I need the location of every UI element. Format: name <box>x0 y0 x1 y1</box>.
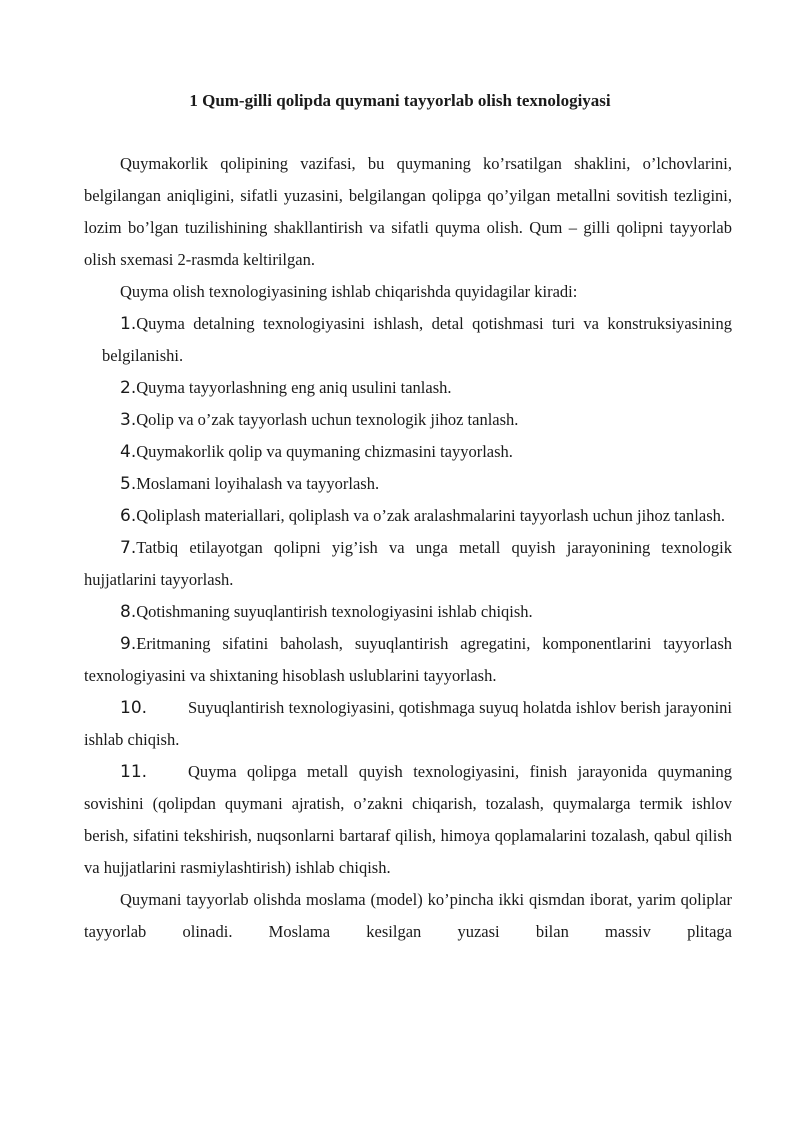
list-item-number: 4. <box>120 442 137 462</box>
list-item-number: 9. <box>120 634 137 654</box>
list-item-text: Quymakorlik qolip va quymaning chizmasini tayyorlash. <box>136 442 513 461</box>
list-item <box>84 404 732 436</box>
list-item <box>84 468 732 500</box>
list-item-number: 8. <box>120 602 137 622</box>
list-item-text: Qoliplash materiallari, qoliplash va o’zak aralashmalarini tayyorlash uchun jihoz tanlash. <box>136 506 726 525</box>
list-item-text: Eritmaning sifatini baholash, suyuqlantirish agregatini, komponentlarini tayyorlash texnologiyasini va shixtaning hisoblash uslublarini tayyorlash. <box>84 634 732 685</box>
intro-paragraph: Quymakorlik qolipining vazifasi, bu quymaning ko’rsatilgan shaklini, o’lchovlarini, belgilangan aniqligini, sifatli yuzasini, belgilangan qolipga qo’yilgan metallni sovitish tezligini, lozim bo’lgan tuzilishining shakllantirish va sifatli quyma olish. Qum – gilli qolipni tayyorlab olish sxemasi 2-rasmda keltirilgan. <box>84 154 732 269</box>
closing-paragraph: Quymani tayyorlab olishda moslama (model) ko’pincha ikki qismdan iborat, yarim qoliplar tayyorlab olinadi. Moslama kesilgan yuzasi bilan massiv plitaga <box>84 890 732 941</box>
list-item-text: Quyma detalning texnologiyasini ishlash, detal qotishmasi turi va konstruksiyasining belgilanishi. <box>102 314 732 365</box>
list-item <box>84 756 732 884</box>
list-item <box>84 596 732 628</box>
list-item-text: Suyuqlantirish texnologiyasini, qotishmaga suyuq holatda ishlov berish jarayonini ishlab chiqish. <box>84 698 732 749</box>
list-intro: Quyma olish texnologiyasining ishlab chiqarishda quyidagilar kiradi: <box>120 282 578 301</box>
list-item <box>84 372 732 404</box>
list-item-number: 7. <box>120 538 137 558</box>
list-item <box>84 628 732 692</box>
list-item-text: Qolip va o’zak tayyorlash uchun texnologik jihoz tanlash. <box>136 410 519 429</box>
list-item-text: Qotishmaning suyuqlantirish texnologiyasini ishlab chiqish. <box>136 602 533 621</box>
page-title: 1 Qum-gilli qolipda quymani tayyorlab olish texnologiyasi <box>189 91 611 110</box>
list-item-number: 5. <box>120 474 137 494</box>
list-item <box>84 532 732 596</box>
list-item <box>84 436 732 468</box>
list-item-number: 2. <box>120 378 137 398</box>
document-body <box>84 148 732 948</box>
list-item-text: Quyma tayyorlashning eng aniq usulini tanlash. <box>136 378 452 397</box>
list-item-number: 3. <box>120 410 137 430</box>
list-item-number: 11. <box>120 762 148 782</box>
list-item <box>84 308 732 372</box>
list-item-number: 1. <box>120 314 137 334</box>
list-item-text: Tatbiq etilayotgan qolipni yig’ish va unga metall quyish jarayonining texnologik hujjatlarini tayyorlash. <box>84 538 732 589</box>
list-item <box>84 692 732 756</box>
list-item-number: 6. <box>120 506 137 526</box>
list-item-number: 10. <box>120 698 148 718</box>
list-item-text: Moslamani loyihalash va tayyorlash. <box>136 474 380 493</box>
list-item <box>84 500 732 532</box>
list-item-text: Quyma qolipga metall quyish texnologiyasini, finish jarayonida quymaning sovishini (qolipdan quymani ajratish, o’zakni chiqarish, tozalash, quymalarga termik ishlov berish, sifatini tekshirish, nuqsonlarni bartaraf qilish, himoya qoplamalarini tozalash, qabul qilish va hujjatlarini rasmiylashtirish) ishlab chiqish. <box>84 762 732 877</box>
